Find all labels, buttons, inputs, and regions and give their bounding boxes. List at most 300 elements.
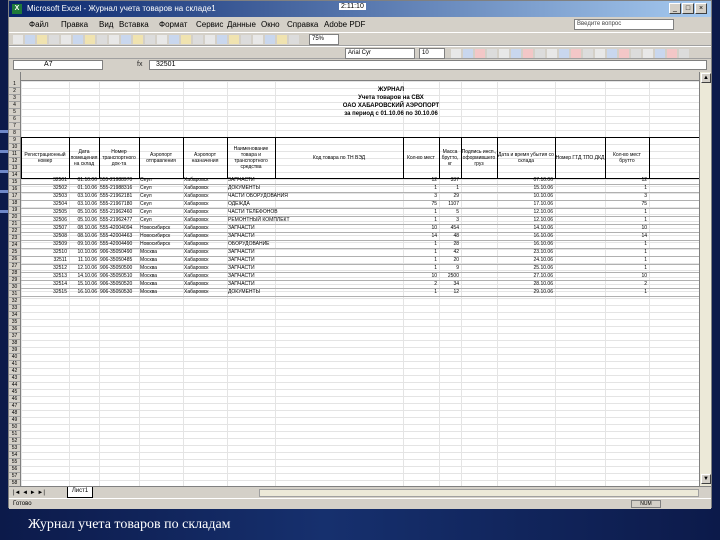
row-number[interactable]: 46 xyxy=(9,396,20,403)
table-cell[interactable]: 32515 xyxy=(53,289,67,295)
table-cell[interactable]: ЗАПЧАСТИ xyxy=(228,233,255,239)
table-cell[interactable]: 555-21988970 xyxy=(100,177,133,183)
table-cell[interactable]: Москва xyxy=(140,273,158,279)
row-number[interactable]: 40 xyxy=(9,354,20,361)
table-cell[interactable] xyxy=(556,233,603,240)
row-number[interactable]: 17 xyxy=(9,193,20,200)
toolbar-button-icon[interactable] xyxy=(121,35,131,44)
table-cell[interactable]: Хабаровск xyxy=(184,185,209,191)
row-number[interactable]: 48 xyxy=(9,410,20,417)
table-cell[interactable]: 555-42004490 xyxy=(100,241,133,247)
toolbar-button-icon[interactable] xyxy=(25,35,35,44)
horizontal-scrollbar[interactable] xyxy=(259,489,699,497)
table-cell[interactable]: 10 xyxy=(641,273,647,279)
formula-input[interactable]: 32501 xyxy=(149,60,707,70)
table-cell[interactable] xyxy=(556,185,603,192)
row-number[interactable]: 5 xyxy=(9,109,20,116)
table-cell[interactable] xyxy=(556,225,603,232)
table-cell[interactable] xyxy=(462,201,495,208)
table-cell[interactable] xyxy=(462,273,495,280)
table-cell[interactable] xyxy=(276,257,401,264)
row-number[interactable]: 24 xyxy=(9,242,20,249)
row-number[interactable]: 56 xyxy=(9,466,20,473)
cell-area[interactable] xyxy=(21,81,699,486)
table-cell[interactable]: 337 xyxy=(450,177,459,183)
table-cell[interactable]: 555-21988316 xyxy=(100,185,133,191)
menu-insert[interactable]: Вставка xyxy=(119,20,149,29)
toolbar-button-icon[interactable] xyxy=(73,35,83,44)
table-cell[interactable]: 1 xyxy=(434,289,437,295)
row-number[interactable]: 34 xyxy=(9,312,20,319)
table-cell[interactable]: 27.10.06 xyxy=(533,273,553,279)
sheet-nav-arrows[interactable]: |◄ ◄ ► ►| xyxy=(13,490,45,496)
table-cell[interactable]: 05.10.06 xyxy=(77,209,97,215)
table-cell[interactable]: ОБОРУДОВАНИЕ xyxy=(228,241,270,247)
row-number[interactable]: 21 xyxy=(9,221,20,228)
table-cell[interactable]: 29.10.06 xyxy=(533,289,553,295)
table-cell[interactable]: 25.10.06 xyxy=(533,265,553,271)
toolbar-button-icon[interactable] xyxy=(289,35,299,44)
table-cell[interactable]: Сеул xyxy=(140,209,152,215)
row-number[interactable]: 41 xyxy=(9,361,20,368)
table-cell[interactable] xyxy=(462,257,495,264)
table-cell[interactable]: 16.10.06 xyxy=(533,241,553,247)
table-cell[interactable]: Хабаровск xyxy=(184,209,209,215)
table-cell[interactable]: 1 xyxy=(644,209,647,215)
table-cell[interactable] xyxy=(276,217,401,224)
table-cell[interactable] xyxy=(276,193,401,200)
minimize-button[interactable]: _ xyxy=(669,3,681,14)
table-cell[interactable]: 454 xyxy=(450,225,459,231)
row-number[interactable]: 18 xyxy=(9,200,20,207)
row-number[interactable]: 16 xyxy=(9,186,20,193)
table-cell[interactable]: ЗАПЧАСТИ xyxy=(228,177,255,183)
table-cell[interactable]: 01.10.06 xyxy=(77,177,97,183)
menu-tools[interactable]: Сервис xyxy=(196,20,224,29)
table-cell[interactable]: 32509 xyxy=(53,241,67,247)
table-cell[interactable]: 555-21962460 xyxy=(100,209,133,215)
table-cell[interactable]: Хабаровск xyxy=(184,257,209,263)
table-cell[interactable]: 3 xyxy=(434,193,437,199)
table-cell[interactable]: 15.10.06 xyxy=(533,185,553,191)
toolbar-button-icon[interactable] xyxy=(595,49,605,58)
toolbar-button-icon[interactable] xyxy=(37,35,47,44)
row-number[interactable]: 39 xyxy=(9,347,20,354)
table-cell[interactable]: ЗАПЧАСТИ xyxy=(228,225,255,231)
table-cell[interactable] xyxy=(462,217,495,224)
row-number[interactable]: 57 xyxy=(9,473,20,480)
toolbar-button-icon[interactable] xyxy=(571,49,581,58)
toolbar-button-icon[interactable] xyxy=(145,35,155,44)
menu-view[interactable]: Вид xyxy=(99,20,114,29)
table-cell[interactable]: 1 xyxy=(644,257,647,263)
excel-app-icon[interactable]: X xyxy=(12,4,22,14)
toolbar-button-icon[interactable] xyxy=(511,49,521,58)
table-cell[interactable] xyxy=(556,209,603,216)
row-number[interactable]: 8 xyxy=(9,130,20,137)
table-cell[interactable]: 32505 xyxy=(53,209,67,215)
menu-data[interactable]: Данные xyxy=(227,20,256,29)
toolbar-button-icon[interactable] xyxy=(265,35,275,44)
menu-window[interactable]: Окно xyxy=(261,20,280,29)
row-number[interactable]: 38 xyxy=(9,340,20,347)
toolbar-button-icon[interactable] xyxy=(667,49,677,58)
table-cell[interactable]: ЗАПЧАСТИ xyxy=(228,281,255,287)
table-cell[interactable]: Сеул xyxy=(140,201,152,207)
table-cell[interactable]: 08.10.06 xyxy=(77,233,97,239)
table-cell[interactable]: 15.10.06 xyxy=(77,281,97,287)
scroll-down-arrow[interactable]: ▼ xyxy=(701,474,711,484)
scroll-up-arrow[interactable]: ▲ xyxy=(701,73,711,83)
table-cell[interactable]: 32503 xyxy=(53,193,67,199)
table-cell[interactable] xyxy=(556,193,603,200)
table-cell[interactable] xyxy=(462,185,495,192)
row-number[interactable]: 45 xyxy=(9,389,20,396)
table-cell[interactable] xyxy=(276,241,401,248)
table-cell[interactable]: 08.10.06 xyxy=(77,225,97,231)
table-cell[interactable]: 555-42004463 xyxy=(100,233,133,239)
table-cell[interactable]: Хабаровск xyxy=(184,241,209,247)
table-cell[interactable]: 07.10.06 xyxy=(533,177,553,183)
table-cell[interactable]: 32501 xyxy=(53,177,67,183)
table-cell[interactable]: 1 xyxy=(434,265,437,271)
toolbar-button-icon[interactable] xyxy=(217,35,227,44)
table-cell[interactable] xyxy=(556,273,603,280)
table-cell[interactable]: Хабаровск xyxy=(184,201,209,207)
menu-help[interactable]: Справка xyxy=(287,20,319,29)
table-cell[interactable] xyxy=(556,217,603,224)
toolbar-button-icon[interactable] xyxy=(277,35,287,44)
row-number[interactable]: 25 xyxy=(9,249,20,256)
table-cell[interactable]: 24.10.06 xyxy=(533,257,553,263)
table-cell[interactable]: 12 xyxy=(641,177,647,183)
table-cell[interactable]: 906-35050485 xyxy=(100,257,133,263)
row-number[interactable]: 9 xyxy=(9,137,20,144)
table-cell[interactable]: 10.10.06 xyxy=(77,249,97,255)
table-cell[interactable]: Хабаровск xyxy=(184,289,209,295)
row-number[interactable]: 14 xyxy=(9,172,20,179)
row-number[interactable]: 23 xyxy=(9,235,20,242)
row-number[interactable]: 2 xyxy=(9,88,20,95)
table-cell[interactable]: 10 xyxy=(431,225,437,231)
table-cell[interactable]: 1 xyxy=(644,289,647,295)
table-cell[interactable]: Новосибирск xyxy=(140,233,171,239)
row-number[interactable]: 49 xyxy=(9,417,20,424)
table-cell[interactable]: Сеул xyxy=(140,217,152,223)
row-number[interactable]: 1 xyxy=(9,81,20,88)
table-cell[interactable]: 16.10.06 xyxy=(77,289,97,295)
toolbar-button-icon[interactable] xyxy=(181,35,191,44)
table-cell[interactable]: 09.10.06 xyxy=(77,241,97,247)
table-cell[interactable]: 906-35050510 xyxy=(100,273,133,279)
table-cell[interactable]: 12 xyxy=(431,177,437,183)
toolbar-button-icon[interactable] xyxy=(643,49,653,58)
table-cell[interactable]: 1 xyxy=(644,241,647,247)
table-cell[interactable]: Сеул xyxy=(140,193,152,199)
toolbar-button-icon[interactable] xyxy=(109,35,119,44)
table-cell[interactable]: 17.10.06 xyxy=(533,201,553,207)
table-cell[interactable]: 32502 xyxy=(53,185,67,191)
table-cell[interactable] xyxy=(556,257,603,264)
table-cell[interactable] xyxy=(276,177,401,184)
row-number[interactable]: 33 xyxy=(9,305,20,312)
table-cell[interactable]: ОДЕЖДА xyxy=(228,201,250,207)
table-cell[interactable]: 10 xyxy=(641,225,647,231)
table-cell[interactable]: 3 xyxy=(456,217,459,223)
toolbar-button-icon[interactable] xyxy=(157,35,167,44)
table-cell[interactable]: РЕМОНТНЫЙ КОМПЛЕКТ xyxy=(228,217,290,223)
row-number[interactable]: 43 xyxy=(9,375,20,382)
table-cell[interactable] xyxy=(276,225,401,232)
toolbar-button-icon[interactable] xyxy=(451,49,461,58)
font-combo[interactable]: Arial Cyr xyxy=(345,48,415,59)
table-cell[interactable]: 555-21962181 xyxy=(100,193,133,199)
table-cell[interactable] xyxy=(276,265,401,272)
table-cell[interactable]: Хабаровск xyxy=(184,225,209,231)
menu-file[interactable]: Файл xyxy=(29,20,49,29)
table-cell[interactable]: 1 xyxy=(456,185,459,191)
toolbar-button-icon[interactable] xyxy=(535,49,545,58)
table-cell[interactable]: 1 xyxy=(434,241,437,247)
table-cell[interactable]: Москва xyxy=(140,257,158,263)
table-cell[interactable] xyxy=(276,201,401,208)
row-number[interactable]: 27 xyxy=(9,263,20,270)
row-number[interactable]: 55 xyxy=(9,459,20,466)
row-number[interactable]: 6 xyxy=(9,116,20,123)
table-cell[interactable]: 28 xyxy=(453,241,459,247)
row-number[interactable]: 12 xyxy=(9,158,20,165)
table-cell[interactable] xyxy=(462,193,495,200)
row-number[interactable]: 58 xyxy=(9,480,20,487)
table-cell[interactable]: Хабаровск xyxy=(184,281,209,287)
table-cell[interactable]: 906-35050490 xyxy=(100,249,133,255)
toolbar-button-icon[interactable] xyxy=(229,35,239,44)
toolbar-button-icon[interactable] xyxy=(619,49,629,58)
toolbar-button-icon[interactable] xyxy=(463,49,473,58)
table-cell[interactable]: 2500 xyxy=(447,273,459,279)
table-cell[interactable]: Москва xyxy=(140,265,158,271)
table-cell[interactable] xyxy=(462,281,495,288)
table-cell[interactable]: ЧАСТИ ТЕЛЕФОНОВ xyxy=(228,209,278,215)
table-cell[interactable]: 32504 xyxy=(53,201,67,207)
row-number[interactable]: 26 xyxy=(9,256,20,263)
menu-edit[interactable]: Правка xyxy=(61,20,89,29)
table-cell[interactable] xyxy=(462,249,495,256)
toolbar-button-icon[interactable] xyxy=(205,35,215,44)
table-cell[interactable]: Хабаровск xyxy=(184,193,209,199)
table-cell[interactable]: 555-42004094 xyxy=(100,225,133,231)
table-cell[interactable]: Хабаровск xyxy=(184,177,209,183)
table-cell[interactable]: 906-35050520 xyxy=(100,281,133,287)
toolbar-button-icon[interactable] xyxy=(253,35,263,44)
toolbar-button-icon[interactable] xyxy=(583,49,593,58)
table-cell[interactable] xyxy=(276,185,401,192)
table-cell[interactable]: 01.10.06 xyxy=(77,185,97,191)
table-cell[interactable]: 1 xyxy=(434,217,437,223)
table-cell[interactable]: Новосибирск xyxy=(140,241,171,247)
row-number[interactable]: 13 xyxy=(9,165,20,172)
toolbar-button-icon[interactable] xyxy=(193,35,203,44)
table-cell[interactable]: Москва xyxy=(140,249,158,255)
table-cell[interactable]: 555-21967180 xyxy=(100,201,133,207)
table-cell[interactable] xyxy=(556,289,603,296)
row-number[interactable]: 37 xyxy=(9,333,20,340)
row-number[interactable]: 50 xyxy=(9,424,20,431)
table-cell[interactable]: ЗАПЧАСТИ xyxy=(228,273,255,279)
row-number[interactable]: 22 xyxy=(9,228,20,235)
toolbar-button-icon[interactable] xyxy=(607,49,617,58)
table-cell[interactable]: 3 xyxy=(644,193,647,199)
toolbar-button-icon[interactable] xyxy=(559,49,569,58)
table-cell[interactable]: ЗАПЧАСТИ xyxy=(228,257,255,263)
table-cell[interactable]: Новосибирск xyxy=(140,225,171,231)
row-number[interactable]: 52 xyxy=(9,438,20,445)
table-cell[interactable] xyxy=(462,265,495,272)
row-number[interactable]: 54 xyxy=(9,452,20,459)
table-cell[interactable]: 32513 xyxy=(53,273,67,279)
table-cell[interactable]: Хабаровск xyxy=(184,217,209,223)
restore-button[interactable]: □ xyxy=(682,3,694,14)
row-number[interactable]: 15 xyxy=(9,179,20,186)
font-size-combo[interactable]: 10 xyxy=(419,48,445,59)
table-cell[interactable]: Хабаровск xyxy=(184,249,209,255)
table-cell[interactable]: ЧАСТИ ОБОРУДОВАНИЯ xyxy=(228,193,288,199)
table-cell[interactable] xyxy=(276,289,401,296)
row-number[interactable]: 32 xyxy=(9,298,20,305)
table-cell[interactable]: 10.10.06 xyxy=(533,193,553,199)
table-cell[interactable] xyxy=(462,241,495,248)
row-number[interactable]: 44 xyxy=(9,382,20,389)
row-number[interactable]: 19 xyxy=(9,207,20,214)
vertical-scrollbar[interactable] xyxy=(699,72,711,486)
toolbar-button-icon[interactable] xyxy=(241,35,251,44)
table-cell[interactable] xyxy=(462,233,495,240)
table-cell[interactable] xyxy=(276,233,401,240)
table-cell[interactable]: 12.10.06 xyxy=(533,217,553,223)
row-number[interactable]: 53 xyxy=(9,445,20,452)
table-cell[interactable] xyxy=(276,249,401,256)
menu-adobe-pdf[interactable]: Adobe PDF xyxy=(324,20,366,29)
table-cell[interactable]: 28.10.06 xyxy=(533,281,553,287)
table-cell[interactable]: 75 xyxy=(641,201,647,207)
name-box[interactable]: A7 xyxy=(13,60,103,70)
table-cell[interactable] xyxy=(556,265,603,272)
table-cell[interactable]: 32507 xyxy=(53,225,67,231)
toolbar-button-icon[interactable] xyxy=(13,35,23,44)
worksheet-grid[interactable] xyxy=(9,72,699,486)
sheet-tab-list1[interactable]: Лист1 xyxy=(67,487,93,498)
table-cell[interactable] xyxy=(462,225,495,232)
table-cell[interactable]: 906-35050530 xyxy=(100,289,133,295)
table-cell[interactable]: 48 xyxy=(453,233,459,239)
row-number[interactable]: 7 xyxy=(9,123,20,130)
table-cell[interactable]: 2 xyxy=(644,281,647,287)
table-cell[interactable] xyxy=(276,273,401,280)
row-number[interactable]: 30 xyxy=(9,284,20,291)
toolbar-button-icon[interactable] xyxy=(547,49,557,58)
table-cell[interactable]: 1 xyxy=(644,249,647,255)
table-cell[interactable] xyxy=(556,241,603,248)
table-cell[interactable]: 05.10.06 xyxy=(77,217,97,223)
table-cell[interactable]: 16.10.06 xyxy=(533,233,553,239)
toolbar-button-icon[interactable] xyxy=(499,49,509,58)
row-number[interactable]: 47 xyxy=(9,403,20,410)
table-cell[interactable]: 1 xyxy=(644,265,647,271)
table-cell[interactable]: Сеул xyxy=(140,177,152,183)
table-cell[interactable] xyxy=(556,201,603,208)
table-cell[interactable]: 10 xyxy=(431,273,437,279)
table-cell[interactable]: 29 xyxy=(453,193,459,199)
table-cell[interactable]: 32510 xyxy=(53,249,67,255)
toolbar-button-icon[interactable] xyxy=(61,35,71,44)
table-cell[interactable]: 23.10.06 xyxy=(533,249,553,255)
table-cell[interactable]: 1 xyxy=(434,209,437,215)
row-number[interactable]: 29 xyxy=(9,277,20,284)
table-cell[interactable]: Хабаровск xyxy=(184,265,209,271)
table-cell[interactable]: 12.10.06 xyxy=(533,209,553,215)
table-cell[interactable]: ДОКУМЕНТЫ xyxy=(228,289,261,295)
table-cell[interactable]: 1 xyxy=(434,185,437,191)
toolbar-button-icon[interactable] xyxy=(487,49,497,58)
table-cell[interactable]: 1 xyxy=(434,249,437,255)
table-cell[interactable]: 14 xyxy=(431,233,437,239)
table-cell[interactable] xyxy=(276,209,401,216)
close-button[interactable]: × xyxy=(695,3,707,14)
table-cell[interactable]: 1 xyxy=(644,217,647,223)
table-cell[interactable]: ЗАПЧАСТИ xyxy=(228,265,255,271)
toolbar-button-icon[interactable] xyxy=(49,35,59,44)
table-cell[interactable]: Сеул xyxy=(140,185,152,191)
table-cell[interactable]: 42 xyxy=(453,249,459,255)
table-cell[interactable]: 14.10.06 xyxy=(533,225,553,231)
table-cell[interactable]: 906-35050500 xyxy=(100,265,133,271)
table-cell[interactable]: 03.10.06 xyxy=(77,201,97,207)
table-cell[interactable]: 32512 xyxy=(53,265,67,271)
toolbar-button-icon[interactable] xyxy=(97,35,107,44)
table-cell[interactable]: 32514 xyxy=(53,281,67,287)
table-cell[interactable]: ДОКУМЕНТЫ xyxy=(228,185,261,191)
table-cell[interactable] xyxy=(276,281,401,288)
table-cell[interactable] xyxy=(462,209,495,216)
table-cell[interactable]: 1107 xyxy=(448,201,459,207)
row-number[interactable]: 28 xyxy=(9,270,20,277)
table-cell[interactable]: 12.10.06 xyxy=(77,265,97,271)
table-cell[interactable]: 12 xyxy=(453,289,459,295)
table-cell[interactable]: 9 xyxy=(456,265,459,271)
table-cell[interactable]: 03.10.06 xyxy=(77,193,97,199)
table-cell[interactable]: 32506 xyxy=(53,217,67,223)
table-cell[interactable]: 555-21962477 xyxy=(100,217,133,223)
toolbar-button-icon[interactable] xyxy=(133,35,143,44)
table-cell[interactable] xyxy=(462,289,495,296)
row-number[interactable]: 42 xyxy=(9,368,20,375)
toolbar-button-icon[interactable] xyxy=(523,49,533,58)
table-cell[interactable]: 14.10.06 xyxy=(77,273,97,279)
table-cell[interactable]: 75 xyxy=(431,201,437,207)
zoom-combo[interactable]: 75% xyxy=(309,34,339,45)
help-question-input[interactable]: Введите вопрос xyxy=(574,19,674,30)
row-number[interactable]: 3 xyxy=(9,95,20,102)
table-cell[interactable]: Москва xyxy=(140,281,158,287)
table-cell[interactable]: 2 xyxy=(434,281,437,287)
table-cell[interactable] xyxy=(556,281,603,288)
table-cell[interactable] xyxy=(462,177,495,184)
toolbar-button-icon[interactable] xyxy=(679,49,689,58)
row-number[interactable]: 31 xyxy=(9,291,20,298)
row-number[interactable]: 36 xyxy=(9,326,20,333)
table-cell[interactable]: Москва xyxy=(140,289,158,295)
row-number[interactable]: 10 xyxy=(9,144,20,151)
